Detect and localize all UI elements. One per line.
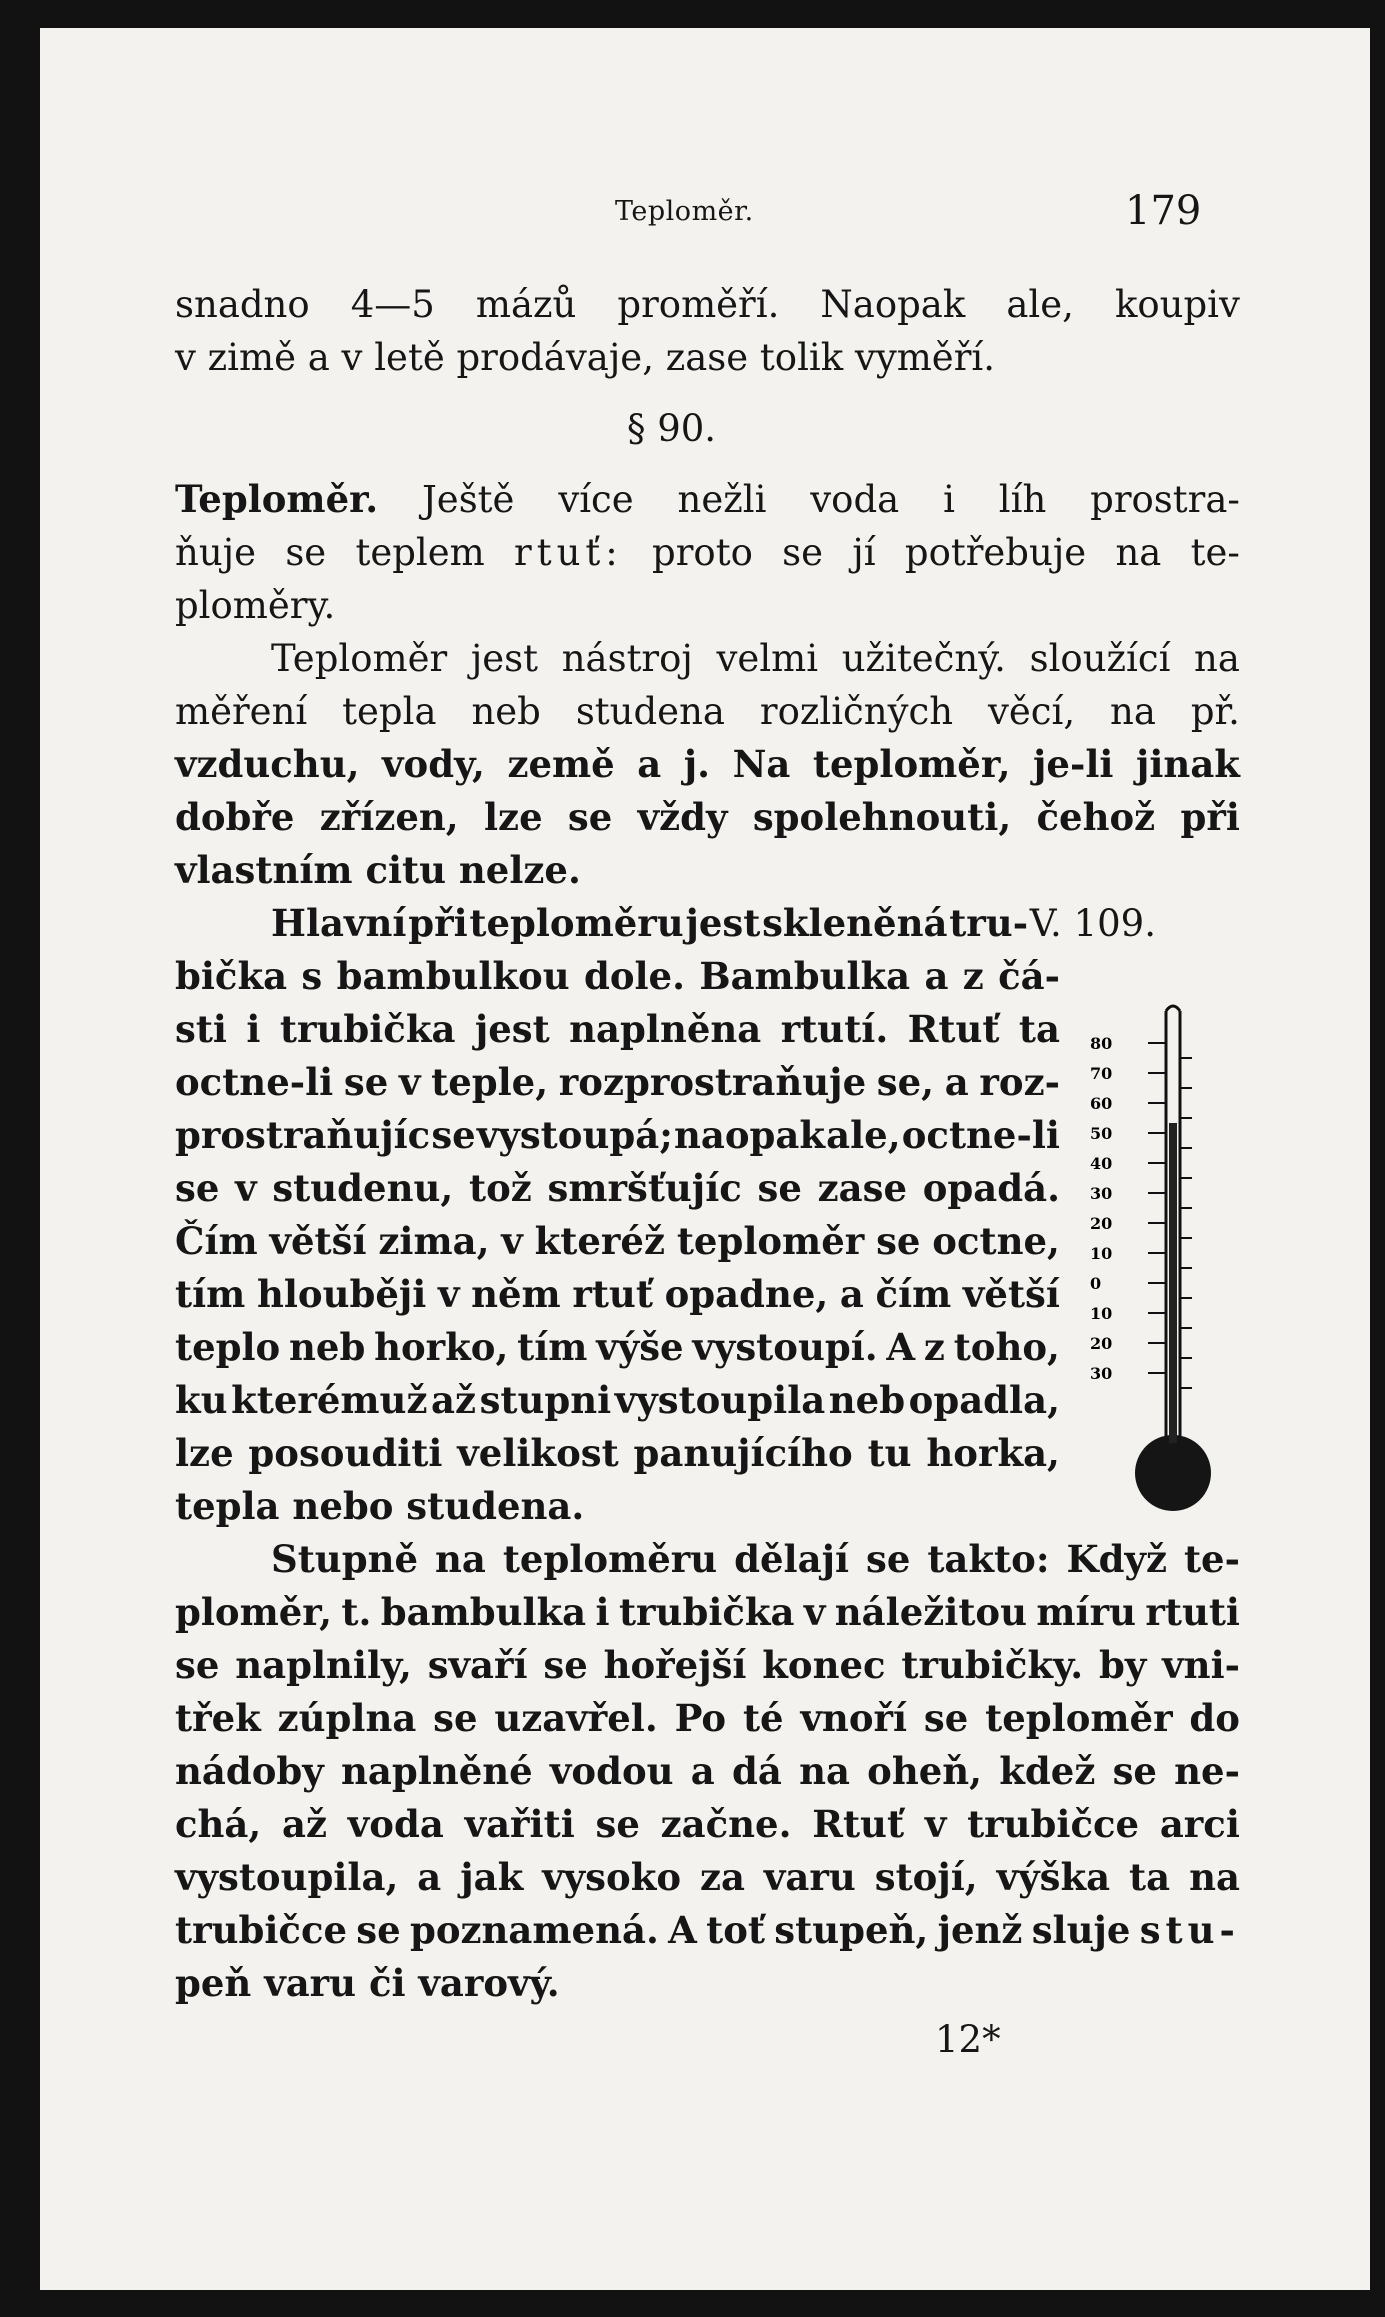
word: v [501, 1219, 523, 1263]
word: Rtuť [812, 1802, 905, 1846]
word: se [757, 1166, 802, 1210]
word: prostra- [1090, 478, 1240, 521]
word: spolehnouti, [752, 795, 1012, 839]
word: se [175, 1643, 220, 1687]
word: rozličných [759, 690, 954, 733]
text-line [175, 632, 1240, 685]
word: stojí, [874, 1855, 978, 1899]
word: t. [341, 1590, 372, 1634]
text-line [175, 1215, 1060, 1268]
word: ale, [1006, 283, 1074, 326]
word: A [668, 1908, 697, 1952]
word: v [803, 1590, 826, 1634]
word: te- [1183, 1537, 1240, 1581]
word: neb [471, 690, 541, 733]
text-line [175, 1109, 1060, 1162]
word: octne, [932, 1219, 1060, 1263]
word: opadá. [922, 1166, 1060, 1210]
text-line [175, 1374, 1060, 1427]
word: se [431, 1113, 476, 1157]
word: je-li [1033, 742, 1114, 786]
word: tepla nebo studena. [175, 1484, 585, 1528]
word: i [246, 1007, 261, 1051]
word: Teploměr [271, 637, 448, 680]
word: se [175, 1166, 220, 1210]
scale-label: 20 [1090, 1214, 1113, 1233]
word: toho, [953, 1325, 1060, 1369]
word: octne-li [175, 1060, 334, 1104]
word: teple, [431, 1060, 549, 1104]
word: na [1194, 637, 1240, 680]
word: sloužící [1029, 637, 1171, 680]
word: zřízen, [319, 795, 459, 839]
word: rtuti [1145, 1590, 1240, 1634]
word: teplo [175, 1325, 281, 1369]
word: vnoří [800, 1696, 908, 1740]
word: voda [347, 1802, 444, 1846]
word: užitečný. [841, 637, 1006, 680]
word: teploměru [469, 901, 684, 945]
word: trubičce [967, 1802, 1140, 1846]
word: se [1112, 1749, 1157, 1793]
word: vodou [549, 1749, 674, 1793]
word: nástroj [561, 637, 693, 680]
text-line [175, 473, 1240, 526]
word: jest [474, 1007, 550, 1051]
word: se [433, 1696, 478, 1740]
word: se [356, 1908, 401, 1952]
scale-label: 40 [1090, 1154, 1113, 1173]
word: ale, [826, 1113, 901, 1157]
word: se [567, 795, 613, 839]
word: horko, [374, 1325, 509, 1369]
word: líh [998, 478, 1047, 521]
word: začne. [660, 1802, 792, 1846]
word: arci [1159, 1802, 1240, 1846]
scale-label: 70 [1090, 1064, 1113, 1083]
word: by [1098, 1643, 1147, 1687]
word: velmi [716, 637, 819, 680]
word: čehož [1036, 795, 1156, 839]
word: svaří [427, 1643, 528, 1687]
word: se [923, 1696, 969, 1740]
text-line [175, 331, 1240, 384]
word: poznamená. [409, 1908, 659, 1952]
text-line [175, 1162, 1060, 1215]
word: jak [460, 1855, 524, 1899]
word: mázů [475, 283, 577, 326]
word: lze [175, 1431, 234, 1475]
word: neb [828, 1378, 906, 1422]
word: kterémuž [231, 1378, 428, 1422]
word: neb [289, 1325, 366, 1369]
word: bambulkou [336, 954, 570, 998]
word: vystoupila, [175, 1855, 399, 1899]
word: tru- [949, 901, 1029, 945]
word: dělají [734, 1537, 850, 1581]
word: náležitou [834, 1590, 1027, 1634]
word: ploměr, [175, 1590, 332, 1634]
word: věcí, [987, 690, 1076, 733]
scale-label: 10 [1090, 1304, 1113, 1323]
word: rtutí. [780, 1007, 889, 1051]
word: naplněna [569, 1007, 762, 1051]
text-line [175, 1003, 1060, 1056]
word: kdež [999, 1749, 1096, 1793]
word: se, [876, 1060, 935, 1104]
word: stupeň, [774, 1908, 929, 1952]
word: vystoupí. [692, 1325, 878, 1369]
word: v [437, 1272, 460, 1316]
text-line [175, 1745, 1240, 1798]
word: země [507, 742, 615, 786]
word: jest [685, 901, 761, 945]
word: jenž [937, 1908, 1023, 1952]
word: vlastním citu nelze. [175, 848, 581, 892]
word: Po [674, 1696, 727, 1740]
word: se [343, 1060, 389, 1104]
page-number: 179 [1125, 188, 1202, 234]
word: a [417, 1855, 442, 1899]
word: a [637, 742, 662, 786]
text-line [175, 278, 1240, 331]
word: oheň, [867, 1749, 983, 1793]
word: vody, [382, 742, 485, 786]
word: na [799, 1749, 850, 1793]
word: sluje [1031, 1908, 1131, 1952]
word: dole. [583, 954, 685, 998]
word: větší [962, 1272, 1060, 1316]
word: jinak [1135, 742, 1240, 786]
word: chá, [175, 1802, 262, 1846]
text-line [175, 1957, 1240, 2010]
word: Stupně [271, 1537, 419, 1581]
text-line [175, 1268, 1060, 1321]
text-line [175, 1533, 1240, 1586]
word: míru [1036, 1590, 1136, 1634]
word: teploměru [502, 1537, 718, 1581]
word: Když [1066, 1537, 1167, 1581]
word: dobře [175, 795, 295, 839]
word: na [1110, 690, 1156, 733]
word: varu [763, 1855, 856, 1899]
word: ploměry. [175, 584, 336, 627]
word: Hlavní [271, 901, 407, 945]
word: výška [996, 1855, 1111, 1899]
word: 4—5 [350, 283, 435, 326]
word: vysoko [542, 1855, 682, 1899]
word: naplněné [341, 1749, 533, 1793]
word: panujícího [633, 1431, 853, 1475]
word: rozprostraňuje [558, 1060, 867, 1104]
word: teploměr, [812, 742, 1011, 786]
word: zima, [378, 1219, 490, 1263]
thermometer-bulb [1135, 1435, 1211, 1511]
word: př. [1190, 690, 1240, 733]
word: rtuť [572, 1272, 653, 1316]
word: se [543, 1643, 588, 1687]
word: tepla [342, 690, 437, 733]
word: za [699, 1855, 745, 1899]
word: v [398, 1060, 421, 1104]
word: na [1189, 1855, 1240, 1899]
text-line [175, 1798, 1240, 1851]
word: konec [762, 1643, 886, 1687]
word: velikost [457, 1431, 619, 1475]
word: vařiti [464, 1802, 575, 1846]
text-line [175, 1904, 1240, 1957]
word: a [924, 954, 949, 998]
word: z [962, 954, 984, 998]
word: ňuje [175, 531, 257, 574]
word: proto [652, 531, 753, 574]
word: v [235, 1166, 257, 1210]
word: měření [175, 690, 308, 733]
word: potřebuje [904, 531, 1087, 574]
word: čá- [998, 954, 1060, 998]
word: prostraňujíc [175, 1113, 431, 1157]
text-line [175, 526, 1240, 579]
word: při [408, 901, 468, 945]
word: vni- [1162, 1643, 1240, 1687]
word: teploměr [985, 1696, 1173, 1740]
word: te- [1190, 531, 1240, 574]
word: až [431, 1378, 477, 1422]
word: horka, [926, 1431, 1060, 1475]
word: stupni [479, 1378, 612, 1422]
word: a [690, 1749, 715, 1793]
word: vždy [637, 795, 728, 839]
word: Čím [175, 1219, 258, 1263]
word: Rtuť [907, 1007, 1000, 1051]
word: něm [471, 1272, 561, 1316]
word: vzduchu, [175, 742, 360, 786]
word: smršťujíc [547, 1166, 742, 1210]
text-line [175, 1427, 1060, 1480]
word: proměří. [617, 283, 780, 326]
text-line [175, 791, 1240, 844]
book-page [40, 28, 1370, 2290]
word: i [595, 1590, 610, 1634]
word: při [1180, 795, 1240, 839]
word: peň varu či varový. [175, 1961, 560, 2005]
word: se [595, 1802, 640, 1846]
word: naopak [673, 1113, 826, 1157]
word: větší [269, 1219, 367, 1263]
text-line [175, 1586, 1240, 1639]
text-line [175, 1321, 1060, 1374]
text-line [175, 402, 1240, 455]
word: teplem [355, 531, 485, 574]
word: v zimě a v letě prodávaje, zase tolik vyměří. [175, 336, 995, 379]
word: více [558, 478, 634, 521]
word: v [924, 1802, 947, 1846]
word: studenu, [272, 1166, 454, 1210]
word: ta [1018, 1007, 1060, 1051]
word: Na [732, 742, 791, 786]
word: se [285, 531, 327, 574]
word: rtuť: [514, 531, 623, 574]
word: se [782, 531, 824, 574]
word: vystoupá; [476, 1113, 673, 1157]
word: ne- [1174, 1749, 1240, 1793]
word: zúplna [277, 1696, 417, 1740]
text-line [175, 1851, 1240, 1904]
word: koupiv [1114, 283, 1240, 326]
word: ta [1129, 1855, 1171, 1899]
word: zase [817, 1166, 907, 1210]
word: Ještě [421, 478, 515, 521]
word: octne-li [901, 1113, 1060, 1157]
scale-label: 0 [1090, 1274, 1102, 1293]
body-text [175, 278, 1240, 2010]
word: lze [484, 795, 543, 839]
word: a [944, 1060, 969, 1104]
word: trubička [279, 1007, 456, 1051]
word: hlouběji [256, 1272, 427, 1316]
text-line [175, 950, 1060, 1003]
word: Teploměr. [175, 477, 379, 521]
scale-label: 50 [1090, 1124, 1113, 1143]
word: i [943, 478, 955, 521]
word: vystoupila [614, 1378, 826, 1422]
word: jí [852, 531, 876, 574]
word: studena [575, 690, 725, 733]
word: § 90. [626, 407, 717, 450]
word: jest [470, 637, 539, 680]
scale-label: 80 [1090, 1034, 1113, 1053]
word: se [876, 1219, 921, 1263]
word: opadla, [908, 1378, 1060, 1422]
word: Naopak [820, 283, 966, 326]
word: až [282, 1802, 328, 1846]
text-line [175, 685, 1240, 738]
word: stu- [1139, 1908, 1240, 1952]
word: posouditi [248, 1431, 443, 1475]
thermometer-figure [1088, 1003, 1218, 1523]
word: uzavřel. [494, 1696, 658, 1740]
word: tím [517, 1325, 588, 1369]
word: skleněná [762, 901, 948, 945]
word: s [301, 954, 323, 998]
word: nádoby [175, 1749, 324, 1793]
word: na [1115, 531, 1162, 574]
word: výše [596, 1325, 684, 1369]
text-line [175, 579, 1240, 632]
text-line [175, 738, 1240, 791]
word: té [742, 1696, 784, 1740]
word: naplnily, [235, 1643, 412, 1687]
word: čím [875, 1272, 952, 1316]
word: bička [175, 954, 288, 998]
word: opadne, [664, 1272, 829, 1316]
word: trubička [618, 1590, 795, 1634]
scale-label: 30 [1090, 1184, 1113, 1203]
word: trubičky. [901, 1643, 1084, 1687]
word: V. 109. [1029, 902, 1156, 945]
word: z [923, 1325, 945, 1369]
word: bambulka [380, 1590, 587, 1634]
word: takto: [927, 1537, 1050, 1581]
word: kteréž [534, 1219, 665, 1263]
scale-label: 60 [1090, 1094, 1113, 1113]
word: dá [731, 1749, 782, 1793]
thermometer-top [1166, 1006, 1180, 1011]
word: roz- [979, 1060, 1060, 1104]
scale-label: 20 [1090, 1334, 1113, 1353]
word: tož [469, 1166, 532, 1210]
word: Bambulka [699, 954, 911, 998]
word: teploměr [676, 1219, 865, 1263]
word: ku [175, 1378, 228, 1422]
scale-label: 30 [1090, 1364, 1113, 1383]
word: tím [175, 1272, 246, 1316]
word: A [886, 1325, 916, 1369]
text-line [175, 844, 1240, 897]
text-line [175, 1056, 1060, 1109]
word: do [1189, 1696, 1240, 1740]
word: j. [683, 742, 711, 786]
scale-label: 10 [1090, 1244, 1113, 1263]
word: a [839, 1272, 864, 1316]
word: tu [867, 1431, 912, 1475]
word: sti [175, 1007, 227, 1051]
word: voda [810, 478, 900, 521]
word: trubičce [175, 1908, 348, 1952]
text-line [175, 1639, 1240, 1692]
signature-mark: 12* [935, 2018, 1001, 2061]
word: se [866, 1537, 911, 1581]
word: na [435, 1537, 486, 1581]
word: snadno [175, 283, 310, 326]
text-line [175, 1480, 1060, 1533]
running-head: Teploměr. [615, 196, 754, 227]
text-line [175, 1692, 1240, 1745]
word: třek [175, 1696, 261, 1740]
text-line [175, 897, 1156, 950]
word: nežli [677, 478, 767, 521]
word: hořejší [603, 1643, 747, 1687]
word: toť [706, 1908, 765, 1952]
